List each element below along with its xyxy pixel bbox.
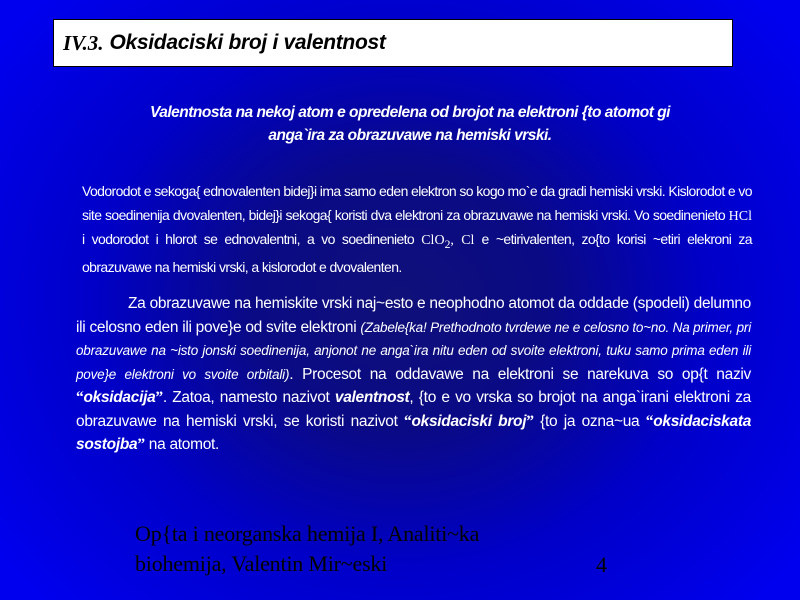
para2-text-3: . Zatoa, namesto nazivot — [162, 389, 335, 406]
para2-text-4: , {to e vo vrska so brojot na anga`irani elektroni za obrazuvawe na hemiski vrski, se koristi nazivot — [76, 389, 751, 430]
term-valentnost: valentnost — [334, 389, 410, 406]
paragraph-valence-examples — [82, 180, 752, 280]
subtitle-definition — [70, 101, 750, 147]
footer-line-2: biohemija, Valentin Mir~eski — [135, 551, 388, 576]
term-oksidaciskata-sostojba: oksidaciskata sostojba — [76, 412, 752, 453]
para2-text-1: Za obrazuvawe na hemiskite vrski naj~esto e neophodno atomot da oddade (spodeli) delumno ili celosno eden ili pove}e od svite elektroni — [76, 295, 751, 336]
para2-note: (Zabele{ka! Prethodnoto tvrdewe ne e celosno to~no. Na primer, pri obrazuvawe na ~isto jonski soedinenija, anjonot ne anga`ira nitu eden od svoite elektroni, tuku samo prima eden ili pove}e elektroni vo svoite orbitali) — [76, 319, 751, 382]
term-oksidacija: oksidacija — [83, 389, 156, 406]
subtitle-line-1: Valentnosta na nekoj atom e opredelena od brojot na elektroni {to atomot gi — [149, 104, 670, 121]
footer-course-info — [135, 519, 575, 579]
para1-text-1: Vodorodot e sekoga{ ednovalenten bidej}i ima samo eden elektron so kogo mo`e da gradi hemiski vrski. Kislorodot e vo site soedinenija dvovalenten, bidej}i sekoga{ koristi dva elektroni za obrazuvawe na hemiski vrski. Vo soedinenieto — [82, 183, 752, 223]
title-section-number: IV.3. — [63, 30, 104, 55]
paragraph-oxidation-number: Za obrazuvawe na hemiskite vrski naj~esto e neophodno atomot da oddade (spodeli) delumno ili celosno eden ili pove}e od svite elektroni (Zabele{ka! Prethodnoto tvrdewe ne e celosno to~no. Na primer, pri obrazuvawe na ~isto jonski soedinenija, anjonot ne anga`ira nitu eden od svoite elektroni, tuku samo prima eden ili pove}e elektroni vo svoite orbitali). Procesot na oddavawe na elektroni se narekuva so op{t naziv “oksidacija”. Zatoa, namesto nazivot valentnost, {to e vo vrska so brojot na anga`irani elektroni za obrazuvawe na hemiski vrski, se koristi nazivot “oksidaciski broj” {to ja ozna~ua “oksidaciskata sostojba” na atomot. — [76, 295, 752, 453]
term-oksidaciski-broj: oksidaciski broj — [411, 412, 527, 430]
page-number: 4 — [596, 552, 607, 577]
formula-hcl: HCl — [728, 208, 752, 224]
para2-text-6: na atomot. — [144, 436, 220, 453]
formula-clo2: ClO$_2$, Cl — [421, 233, 475, 251]
para2-text-2: . Procesot na oddavawe na elektroni se narekuva so op{t naziv — [289, 365, 751, 383]
subtitle-line-2: anga`ira za obrazuvawe na hemiski vrski. — [268, 127, 552, 144]
para1-text-3: e ~etirivalenten, zo{to korisi ~etiri elekroni za obrazuvawe na hemiski vrski, a kislorodot e dvovalenten. — [82, 231, 752, 276]
para2-text-5: {to ja ozna~ua — [533, 412, 646, 430]
footer-line-1: Op{ta i neorganska hemija I, Analiti~ka — [135, 521, 480, 546]
para1-text-2: i vodorodot i hlorot se ednovalentni, a vo soedinenieto — [82, 231, 422, 247]
title-text: Oksidaciski broj i valentnost — [109, 31, 386, 54]
slide-title-box — [53, 19, 733, 67]
